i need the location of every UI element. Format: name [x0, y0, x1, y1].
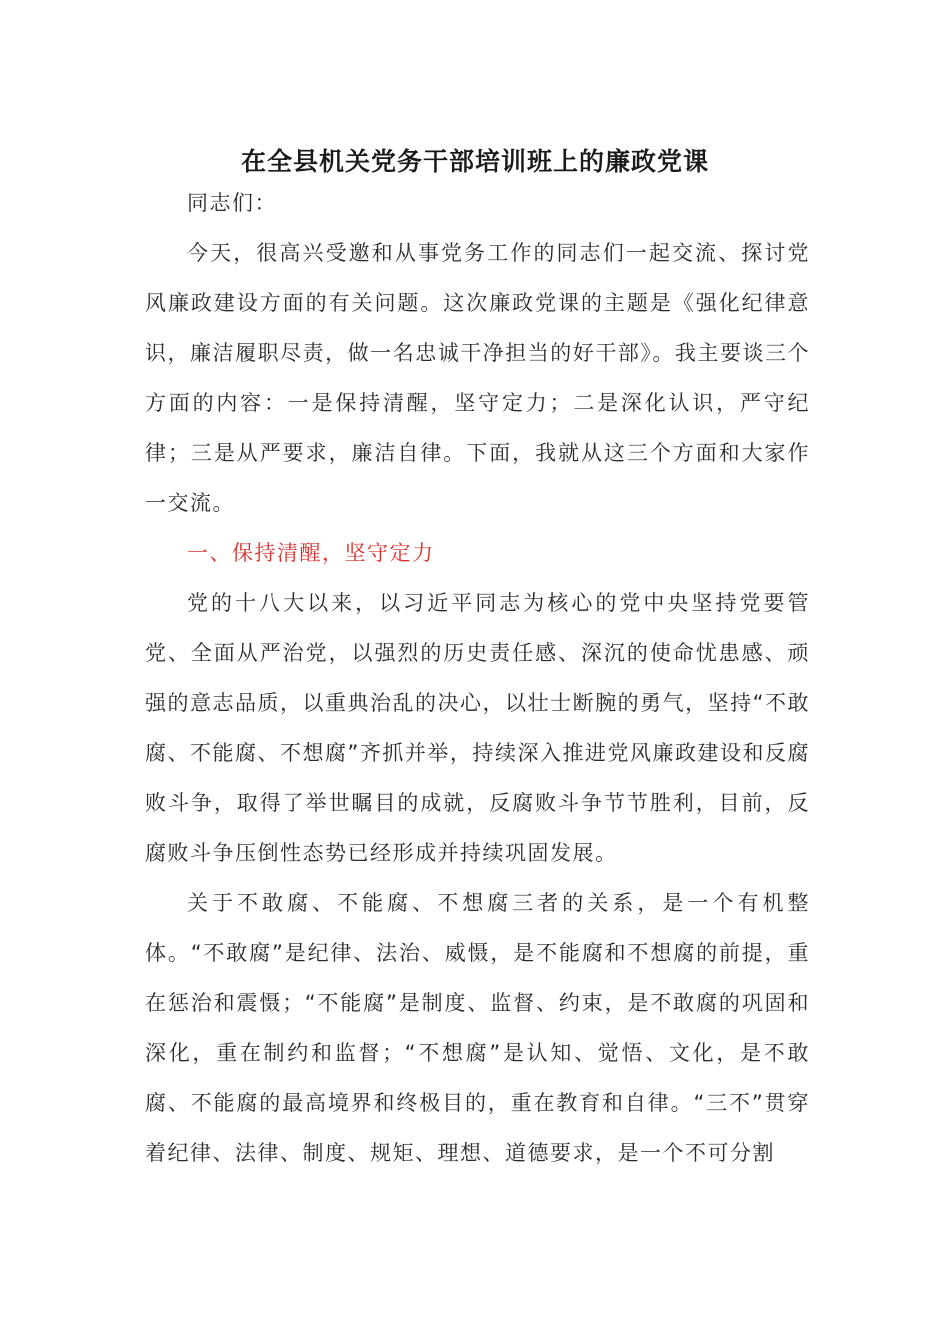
section-heading: 一、保持清醒，坚守定力 — [187, 541, 435, 565]
body-paragraph: 关于不敢腐、不能腐、不想腐三者的关系，是一个有机整体。“不敢腐”是纪律、法治、威慑，是不能腐和不想腐的前提，重在惩治和震慑；“不能腐”是制度、监督、约束，是不敢腐的巩固和深化，重在制约和监督；“不想腐”是认知、觉悟、文化，是不敢腐、不能腐的最高境界和终极目的，重在教育和自律。“三不”贯穿着纪律、法律、制度、规矩、理想、道德要求，是一个不可分割 — [145, 891, 810, 1165]
document-title: 在全县机关党务干部培训班上的廉政党课 — [240, 147, 709, 176]
salutation-paragraph: 同志们： — [187, 191, 277, 215]
body-paragraph: 党的十八大以来，以习近平同志为核心的党中央坚持党要管党、全面从严治党，以强烈的历史责任感、深沉的使命忧患感、顽强的意志品质，以重典治乱的决心，以壮士断腕的勇气，坚持“不敢腐、不能腐、不想腐”齐抓并举，持续深入推进党风廉政建设和反腐败斗争，取得了举世瞩目的成就，反腐败斗争节节胜利，目前，反腐败斗争压倒性态势已经形成并持续巩固发展。 — [145, 591, 810, 865]
document-body — [145, 178, 810, 1178]
intro-paragraph: 今天，很高兴受邀和从事党务工作的同志们一起交流、探讨党风廉政建设方面的有关问题。这次廉政党课的主题是《强化纪律意识，廉洁履职尽责，做一名忠诚干净担当的好干部》。我主要谈三个方面的内容：一是保持清醒，坚守定力；二是深化认识，严守纪律；三是从严要求，廉洁自律。下面，我就从这三个方面和大家作一交流。 — [145, 241, 810, 515]
